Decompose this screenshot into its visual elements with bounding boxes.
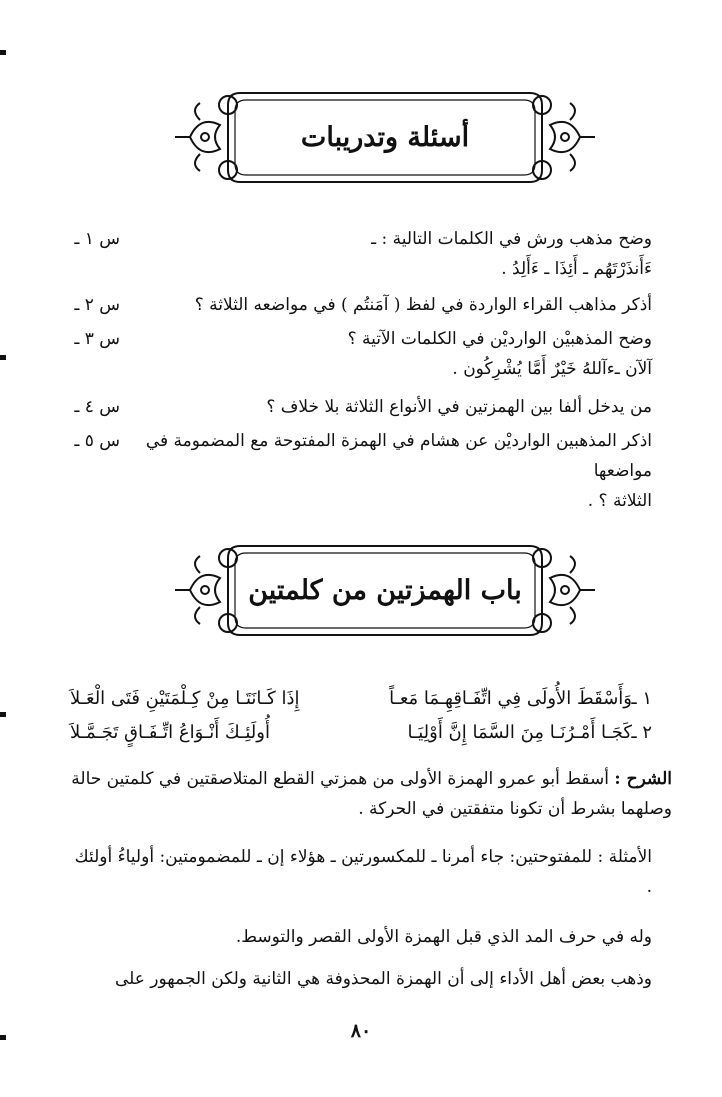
question-text: أذكر مذاهب القراء الواردة في لفظ ( آمَنتُم ) في مواضعه الثلاثة ؟: [194, 295, 652, 315]
question-item: [52, 290, 652, 320]
poem-verses: [70, 688, 652, 756]
explanation-text: أسقط أبو عمرو الهمزة الأولى من همزتي القطع المتلاصقتين في كلمتين حالة وصلهما بشرط أن تكونا متفقتين في الحركة .: [71, 769, 672, 819]
paragraph: وذهب بعض أهل الأداء إلى أن الهمزة المحذوفة هي الثانية ولكن الجمهور على: [114, 969, 652, 989]
examples-paragraph: الأمثلة : للمفتوحتين: جاء أمرنا ـ للمكسورتين ـ هؤلاء إن ـ للمضمومتين: أولياءُ أولئك .: [74, 847, 652, 897]
verse-first-hemistich: كَجَـا أَمْـرُنَـا مِنَ السَّمَا إِنَّ أَوْلِيَـا: [407, 722, 632, 743]
edge-mark: [0, 712, 6, 717]
question-number: س ٥ ـ: [74, 431, 120, 451]
question-number: س ٢ ـ: [74, 295, 120, 315]
question-text: ءَأَنذَرْتَهُم ـ أَئِذَا ـ ءَأَلِدُ .: [501, 259, 652, 279]
question-number: س ١ ـ: [74, 229, 120, 249]
question-item: [52, 392, 652, 422]
heading-chapter: باب الهمزتين من كلمتين: [248, 575, 522, 606]
verse-first-hemistich: وَأَسْقَطَ الأُولَى فِي اتِّفَـاقِهِـمَا مَعـاً: [389, 688, 632, 709]
verse-second-hemistich: أُولَئِـكَ أَنْـوَاعُ اتِّـفَـاقٍ تَجَـمَّـلاَ: [70, 722, 270, 743]
question-text: وضح المذهبيْن الوارديْن في الكلمات الآتية ؟: [347, 329, 652, 349]
question-number: س ٣ ـ: [74, 329, 120, 349]
explanation-label: الشرح :: [614, 769, 672, 789]
question-item: [52, 224, 652, 284]
questions-list: [52, 224, 652, 516]
question-text: اذكر المذهبين الوارديْن عن هشام في الهمزة المفتوحة مع المضمومة في مواضعها: [145, 431, 652, 481]
heading-exercises: أسئلة وتدريبات: [300, 122, 470, 153]
question-text: وضح مذهب ورش في الكلمات التالية : ـ: [371, 229, 652, 249]
verse-number: ٢ ـ: [631, 722, 652, 743]
question-text: آلآن ـءآللهُ خَيْرٌ أَمَّا يُشْرِكُون .: [452, 359, 652, 379]
explanation: [70, 764, 672, 824]
question-number: س ٤ ـ: [74, 397, 120, 417]
verse-second-hemistich: إِذَا كَـانَتَـا مِنْ كِـلْمَتَيْنِ فَتَى الْعَـلاَ: [70, 688, 300, 709]
heading-frame-chapter: [170, 538, 600, 643]
heading-frame-exercises: [170, 85, 600, 190]
page-number: ٨٠: [350, 1020, 372, 1042]
question-item: [52, 324, 652, 384]
question-text: من يدخل ألفا بين الهمزتين في الأنواع الثلاثة بلا خلاف ؟: [266, 397, 652, 417]
edge-mark: [0, 355, 6, 360]
verse-line: [70, 688, 652, 722]
verse-number: ١ ـ: [631, 688, 652, 709]
edge-mark: [0, 50, 6, 55]
paragraph: وله في حرف المد الذي قبل الهمزة الأولى القصر والتوسط.: [235, 927, 652, 947]
verse-line: [70, 722, 652, 756]
question-text: الثلاثة ؟ .: [587, 491, 652, 511]
question-item: [52, 426, 652, 516]
